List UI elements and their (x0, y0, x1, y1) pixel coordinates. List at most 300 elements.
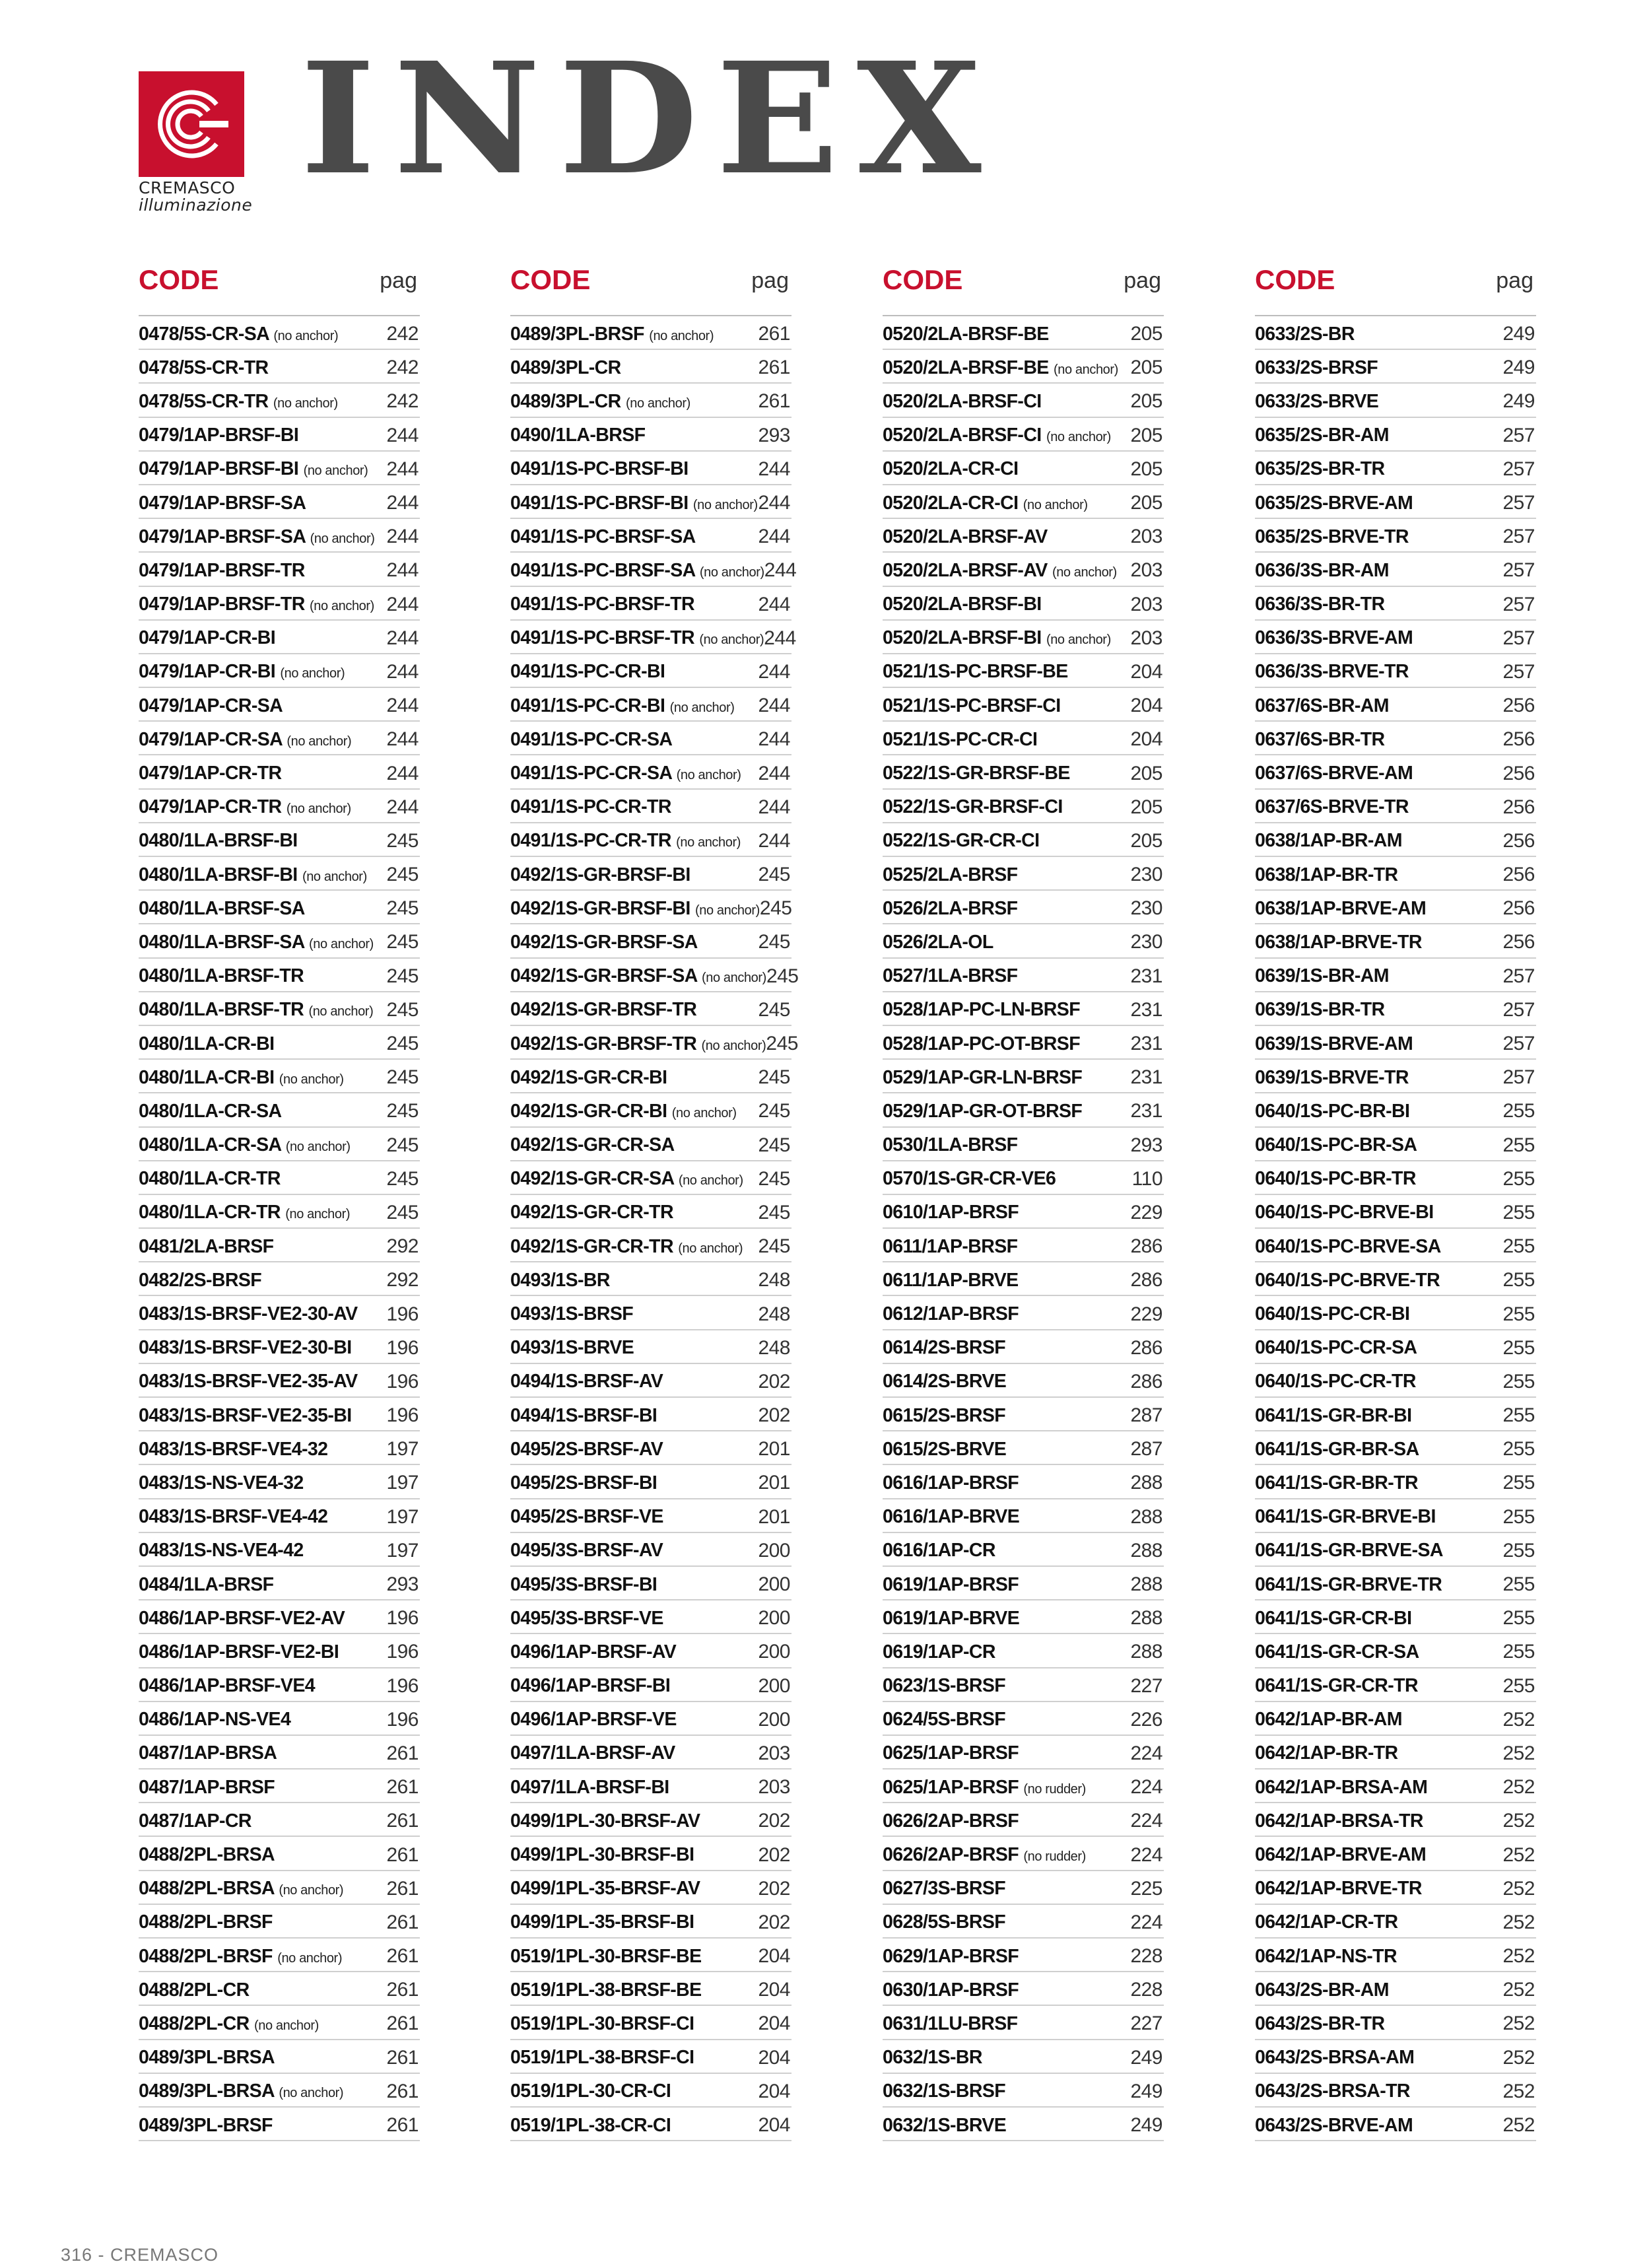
index-row (510, 2006, 791, 2040)
product-code (883, 695, 1061, 717)
page-number: 202 (758, 1370, 790, 1392)
product-code-text: 0483/1S-BRSF-VE2-35-AV (139, 1371, 358, 1392)
index-row (139, 452, 420, 485)
index-row (139, 1736, 420, 1770)
page-number: 244 (758, 458, 790, 480)
index-row (139, 1364, 420, 1398)
product-code-text: 0610/1AP-BRSF (883, 1202, 1019, 1223)
page-number: 204 (1130, 695, 1162, 717)
product-code-text: 0643/2S-BRSA-AM (1255, 2047, 1415, 2069)
index-row (1255, 1567, 1536, 1600)
index-row (139, 384, 420, 417)
product-code (883, 560, 1117, 582)
page-number: 245 (758, 1066, 790, 1089)
index-row (139, 1465, 420, 1499)
page-number: 205 (1130, 323, 1162, 345)
product-code-text: 0494/1S-BRSF-AV (510, 1371, 663, 1392)
index-row (510, 1499, 791, 1533)
index-row (139, 519, 420, 553)
column-header (139, 259, 420, 316)
product-code-text: 0641/1S-GR-BR-BI (1255, 1404, 1412, 1426)
product-code-text: 0638/1AP-BR-AM (1255, 830, 1402, 852)
product-code-text: 0643/2S-BRSA-TR (1255, 2080, 1410, 2102)
product-code-text: 0619/1AP-BRSF (883, 1573, 1019, 1595)
product-code-text: 0492/1S-GR-CR-TR (510, 1235, 673, 1257)
page-number: 261 (386, 2080, 419, 2102)
product-code-text: 0520/2LA-BRSF-BI (883, 594, 1042, 615)
product-code (139, 965, 304, 987)
page-number: 200 (758, 1708, 790, 1731)
product-code-text: 0479/1AP-CR-BI (139, 661, 276, 683)
product-code-text: 0481/2LA-BRSF (139, 1235, 274, 1257)
product-code-text: 0491/1S-PC-CR-SA (510, 763, 672, 784)
product-code-text: 0478/5S-CR-SA (139, 323, 269, 345)
page-number: 261 (758, 390, 790, 413)
product-code-text: 0615/2S-BRSF (883, 1404, 1006, 1426)
index-row (510, 924, 791, 958)
product-code-text: 0639/1S-BR-AM (1255, 965, 1389, 987)
product-code (1255, 1371, 1416, 1392)
product-code-text: 0519/1PL-38-BRSF-BE (510, 1979, 702, 2001)
index-row (510, 1296, 791, 1330)
page-number: 256 (1502, 897, 1535, 920)
product-code-text: 0640/1S-PC-BR-BI (1255, 1100, 1410, 1122)
product-code (1255, 965, 1389, 987)
product-code (1255, 357, 1378, 379)
index-row (510, 1871, 791, 1905)
product-code (1255, 1337, 1417, 1359)
page-number: 229 (1130, 1303, 1162, 1325)
index-row (1255, 587, 1536, 621)
product-code-text: 0479/1AP-CR-BI (139, 627, 276, 649)
index-row (1255, 1296, 1536, 1330)
product-code (139, 2013, 319, 2035)
page-number: 196 (386, 1404, 419, 1427)
index-row (883, 959, 1164, 992)
index-row (510, 1330, 791, 1364)
index-row (883, 2108, 1164, 2141)
product-code (1255, 425, 1389, 446)
product-code-text: 0521/1S-PC-BRSF-CI (883, 695, 1061, 716)
page-number: 244 (764, 559, 797, 582)
index-row (139, 2006, 420, 2040)
index-row (510, 1161, 791, 1195)
page-number: 261 (386, 1877, 419, 1900)
index-row (139, 992, 420, 1026)
product-code (883, 1608, 1019, 1630)
index-row (883, 519, 1164, 553)
product-code (510, 1202, 673, 1223)
page-number: 245 (758, 864, 790, 886)
product-code-text: 0630/1AP-BRSF (883, 1979, 1019, 2001)
product-code-text: 0491/1S-PC-CR-BI (510, 661, 665, 683)
index-row (883, 1128, 1164, 1161)
product-code-text: 0528/1AP-PC-LN-BRSF (883, 999, 1080, 1021)
product-code-text: 0641/1S-GR-BR-SA (1255, 1438, 1419, 1460)
page-number: 261 (386, 1945, 419, 1968)
index-row (139, 1128, 420, 1161)
page-number: 225 (1130, 1877, 1162, 1900)
product-code (1255, 458, 1385, 480)
index-row (510, 1837, 791, 1871)
product-code (1255, 594, 1385, 615)
product-code (1255, 2013, 1385, 2035)
product-code-text: 0480/1LA-BRSF-BI (139, 864, 298, 885)
product-code (139, 1134, 351, 1156)
index-row (510, 2040, 791, 2074)
page-number: 245 (758, 1201, 790, 1223)
page-number: 201 (758, 1472, 790, 1494)
product-code (510, 898, 760, 920)
product-note: (no anchor) (676, 835, 741, 850)
index-row (139, 1093, 420, 1127)
page-number: 202 (758, 1810, 790, 1832)
page-number: 224 (1130, 1843, 1162, 1866)
product-code (139, 1472, 304, 1494)
product-code (1255, 1472, 1418, 1494)
product-code (510, 1911, 694, 1933)
product-code (883, 1506, 1019, 1528)
product-code-text: 0480/1LA-CR-BI (139, 1066, 275, 1088)
product-code-text: 0489/3PL-BRSA (139, 2080, 274, 2102)
index-row (883, 790, 1164, 823)
page-number: 252 (1502, 2080, 1535, 2102)
product-code (510, 560, 764, 582)
index-row (510, 1398, 791, 1431)
column-header (1255, 259, 1536, 316)
page-number: 242 (386, 357, 419, 379)
product-code-text: 0480/1LA-BRSF-SA (139, 897, 305, 919)
page-number: 202 (758, 1911, 790, 1933)
index-row (1255, 485, 1536, 519)
page-number: 286 (1130, 1370, 1162, 1392)
product-code (139, 1675, 315, 1697)
page-number: 200 (758, 1641, 790, 1663)
product-code (139, 324, 338, 345)
index-row (510, 1465, 791, 1499)
index-row (139, 790, 420, 823)
product-code (1255, 391, 1378, 413)
page-number: 244 (386, 559, 419, 582)
product-note: (no rudder) (1023, 1849, 1086, 1865)
product-code-text: 0640/1S-PC-BRVE-SA (1255, 1235, 1441, 1257)
product-code (510, 458, 689, 480)
page-number: 245 (766, 1033, 798, 1055)
product-code (1255, 1033, 1413, 1055)
index-row (510, 959, 799, 992)
product-code-text: 0479/1AP-BRSF-SA (139, 492, 306, 514)
product-code (883, 324, 1049, 345)
product-code (510, 1742, 675, 1764)
product-code (139, 1911, 273, 1933)
index-row (510, 1939, 791, 1972)
page-number: 205 (1130, 390, 1162, 413)
page-number: 205 (1130, 458, 1162, 480)
product-code (139, 1810, 252, 1832)
product-code (510, 2115, 671, 2137)
page-number: 255 (1502, 1134, 1535, 1156)
product-code (510, 729, 672, 751)
index-row (883, 891, 1164, 924)
product-code-text: 0480/1LA-CR-SA (139, 1100, 282, 1122)
page-number: 252 (1502, 2046, 1535, 2069)
index-row (139, 1803, 420, 1837)
page-number: 231 (1130, 965, 1162, 987)
product-code (1255, 1810, 1423, 1832)
product-code (510, 1270, 610, 1291)
product-code-text: 0635/2S-BRVE-TR (1255, 526, 1409, 547)
product-code (510, 493, 758, 514)
page-number: 257 (1502, 526, 1535, 548)
page-number: 245 (386, 1100, 419, 1122)
index-row (510, 790, 791, 823)
page-number: 244 (758, 796, 790, 818)
product-code-text: 0612/1AP-BRSF (883, 1303, 1019, 1325)
page-number: 197 (386, 1505, 419, 1528)
product-code-text: 0635/2S-BR-TR (1255, 458, 1385, 480)
page-number: 255 (1502, 1303, 1535, 1325)
product-code (883, 1168, 1056, 1190)
product-code (139, 1236, 273, 1258)
index-row (139, 1837, 420, 1871)
product-code (883, 1101, 1082, 1122)
index-row (1255, 755, 1536, 789)
product-note: (no anchor) (676, 768, 741, 783)
page-number: 252 (1502, 1843, 1535, 1866)
index-row (510, 2108, 791, 2141)
product-code-text: 0623/1S-BRSF (883, 1675, 1006, 1697)
product-code-text: 0521/1S-PC-BRSF-BE (883, 661, 1068, 683)
product-note: (no anchor) (285, 1140, 351, 1155)
page-number: 230 (1130, 897, 1162, 920)
product-code-text: 0642/1AP-BR-TR (1255, 1742, 1398, 1764)
index-row (1255, 1533, 1536, 1567)
product-code-text: 0495/2S-BRSF-AV (510, 1438, 663, 1460)
product-code (139, 898, 305, 920)
page-number: 261 (386, 1979, 419, 2001)
index-row (510, 1195, 791, 1229)
index-row (510, 2074, 791, 2108)
product-code (883, 661, 1068, 683)
product-code-text: 0479/1AP-CR-SA (139, 695, 283, 716)
index-row (510, 1770, 791, 1803)
index-row (883, 316, 1164, 350)
index-column-1 (139, 259, 420, 2141)
product-code-text: 0640/1S-PC-BRVE-BI (1255, 1202, 1434, 1223)
product-code (883, 763, 1070, 784)
page-number: 196 (386, 1607, 419, 1630)
page-number: 255 (1502, 1269, 1535, 1291)
index-row (1255, 891, 1536, 924)
product-code (1255, 1540, 1443, 1562)
product-code (1255, 2080, 1410, 2102)
product-code-text: 0489/3PL-CR (510, 357, 621, 378)
page-number: 249 (1130, 2114, 1162, 2137)
product-code-text: 0497/1LA-BRSF-BI (510, 1776, 669, 1798)
product-code (510, 1878, 700, 1900)
product-code-text: 0519/1PL-30-BRSF-CI (510, 2012, 694, 2034)
product-code-text: 0641/1S-GR-BRVE-BI (1255, 1506, 1436, 1528)
product-note: (no anchor) (1046, 430, 1111, 445)
page-footer: 316 - CREMASCO (61, 2245, 219, 2265)
product-code-text: 0480/1LA-CR-SA (139, 1134, 281, 1156)
product-code-text: 0486/1AP-BRSF-VE2-AV (139, 1607, 345, 1629)
index-row (1255, 1161, 1536, 1195)
product-code-text: 0642/1AP-BRSA-AM (1255, 1776, 1428, 1798)
page-number: 245 (386, 998, 419, 1021)
product-code (1255, 898, 1426, 920)
product-code-text: 0619/1AP-CR (883, 1641, 995, 1663)
index-row (139, 1026, 420, 1060)
page-number: 242 (386, 390, 419, 413)
page-number: 204 (758, 2012, 790, 2035)
product-code-text: 0492/1S-GR-BRSF-BI (510, 897, 690, 919)
product-code-text: 0614/2S-BRSF (883, 1337, 1006, 1359)
product-code (139, 729, 351, 751)
index-row (510, 688, 791, 722)
page-number: 257 (1502, 998, 1535, 1021)
index-row (1255, 1939, 1536, 1972)
index-row (510, 350, 791, 384)
page-number: 245 (759, 897, 792, 920)
product-note: (no anchor) (699, 565, 764, 580)
index-row (1255, 553, 1536, 586)
product-code-text: 0492/1S-GR-CR-TR (510, 1202, 673, 1223)
page-number: 245 (386, 1201, 419, 1223)
product-code-text: 0526/2LA-BRSF (883, 897, 1018, 919)
product-code (883, 1777, 1086, 1799)
index-row (139, 1398, 420, 1431)
page-number: 257 (1502, 965, 1535, 987)
index-row (1255, 519, 1536, 553)
page-number: 203 (1130, 593, 1162, 615)
product-code (1255, 493, 1413, 514)
product-code (1255, 1675, 1418, 1697)
product-code (883, 594, 1042, 615)
product-code-text: 0495/3S-BRSF-AV (510, 1540, 663, 1562)
product-code-text: 0491/1S-PC-BRSF-TR (510, 627, 695, 649)
page-number: 261 (386, 1810, 419, 1832)
page-number: 244 (386, 728, 419, 751)
product-code-text: 0492/1S-GR-CR-SA (510, 1134, 675, 1156)
product-code (510, 932, 698, 953)
product-code-text: 0625/1AP-BRSF (883, 1742, 1019, 1764)
product-code (139, 1878, 343, 1900)
page-number: 261 (758, 357, 790, 379)
index-row (1255, 992, 1536, 1026)
index-row (139, 1600, 420, 1634)
product-code (883, 1709, 1005, 1731)
index-row (139, 959, 420, 992)
product-code-text: 0520/2LA-CR-CI (883, 458, 1019, 480)
product-code-text: 0635/2S-BRVE-AM (1255, 492, 1413, 514)
page-number: 244 (758, 660, 790, 683)
product-code (883, 1574, 1019, 1596)
product-note: (no anchor) (303, 464, 368, 479)
index-row (1255, 1330, 1536, 1364)
index-row (1255, 2040, 1536, 2074)
page-number: 244 (758, 829, 790, 852)
product-code-text: 0627/3S-BRSF (883, 1878, 1006, 1900)
product-code (883, 627, 1111, 649)
page-number: 204 (1130, 660, 1162, 683)
product-note: (no anchor) (308, 1004, 374, 1019)
page-number: 245 (758, 1100, 790, 1122)
page-number: 257 (1502, 492, 1535, 514)
product-code (139, 1946, 342, 1968)
product-code (1255, 1067, 1409, 1089)
product-code-text: 0487/1AP-BRSF (139, 1776, 275, 1798)
index-column-2 (510, 259, 799, 2141)
index-row (883, 688, 1164, 722)
page-number: 252 (1502, 2012, 1535, 2035)
index-column-3 (883, 259, 1164, 2141)
product-code (510, 324, 714, 345)
product-code-text: 0638/1AP-BRVE-AM (1255, 897, 1427, 919)
page-number: 257 (1502, 424, 1535, 446)
index-row (139, 1770, 420, 1803)
index-row (1255, 1431, 1536, 1465)
product-code (139, 932, 374, 953)
page-number: 244 (764, 627, 796, 649)
product-note: (no anchor) (1023, 497, 1088, 512)
product-code-text: 0640/1S-PC-CR-SA (1255, 1337, 1417, 1359)
product-code (883, 1742, 1019, 1764)
page-number: 255 (1502, 1235, 1535, 1258)
page-number: 252 (1502, 1708, 1535, 1731)
product-code (139, 2080, 343, 2102)
index-row (883, 1770, 1164, 1803)
product-code-text: 0525/2LA-BRSF (883, 864, 1018, 885)
index-row (510, 621, 796, 654)
page-number: 203 (1130, 526, 1162, 548)
product-code (883, 1878, 1005, 1900)
product-code-text: 0637/6S-BR-TR (1255, 728, 1385, 750)
product-code-text: 0526/2LA-OL (883, 931, 993, 953)
product-code (139, 1844, 275, 1866)
index-row (510, 1093, 791, 1127)
page-number: 255 (1502, 1539, 1535, 1562)
product-code (139, 1641, 339, 1663)
index-row (883, 1871, 1164, 1905)
code-heading: CODE (139, 264, 219, 295)
page-number: 203 (1130, 627, 1162, 649)
product-code-text: 0499/1PL-30-BRSF-AV (510, 1810, 700, 1832)
product-code-text: 0519/1PL-30-CR-CI (510, 2080, 671, 2102)
product-code-text: 0487/1AP-CR (139, 1810, 252, 1832)
product-code (139, 2115, 273, 2137)
page-number: 200 (758, 1573, 790, 1596)
product-code-text: 0631/1LU-BRSF (883, 2012, 1018, 2034)
index-row (883, 1634, 1164, 1668)
product-code (510, 526, 696, 548)
index-row (139, 2108, 420, 2141)
index-row (1255, 924, 1536, 958)
product-code (883, 2013, 1017, 2035)
product-note: (no anchor) (273, 328, 339, 343)
product-code-text: 0483/1S-BRSF-VE2-30-BI (139, 1337, 352, 1359)
page-number: 196 (386, 1336, 419, 1359)
product-note: (no anchor) (669, 700, 735, 715)
product-code (510, 796, 671, 818)
index-row (510, 418, 791, 452)
product-code (1255, 830, 1402, 852)
product-code (883, 2115, 1006, 2137)
product-code-text: 0633/2S-BRSF (1255, 357, 1378, 378)
page-number: 252 (1502, 1742, 1535, 1764)
product-code (510, 661, 665, 683)
page-number: 244 (758, 728, 790, 751)
